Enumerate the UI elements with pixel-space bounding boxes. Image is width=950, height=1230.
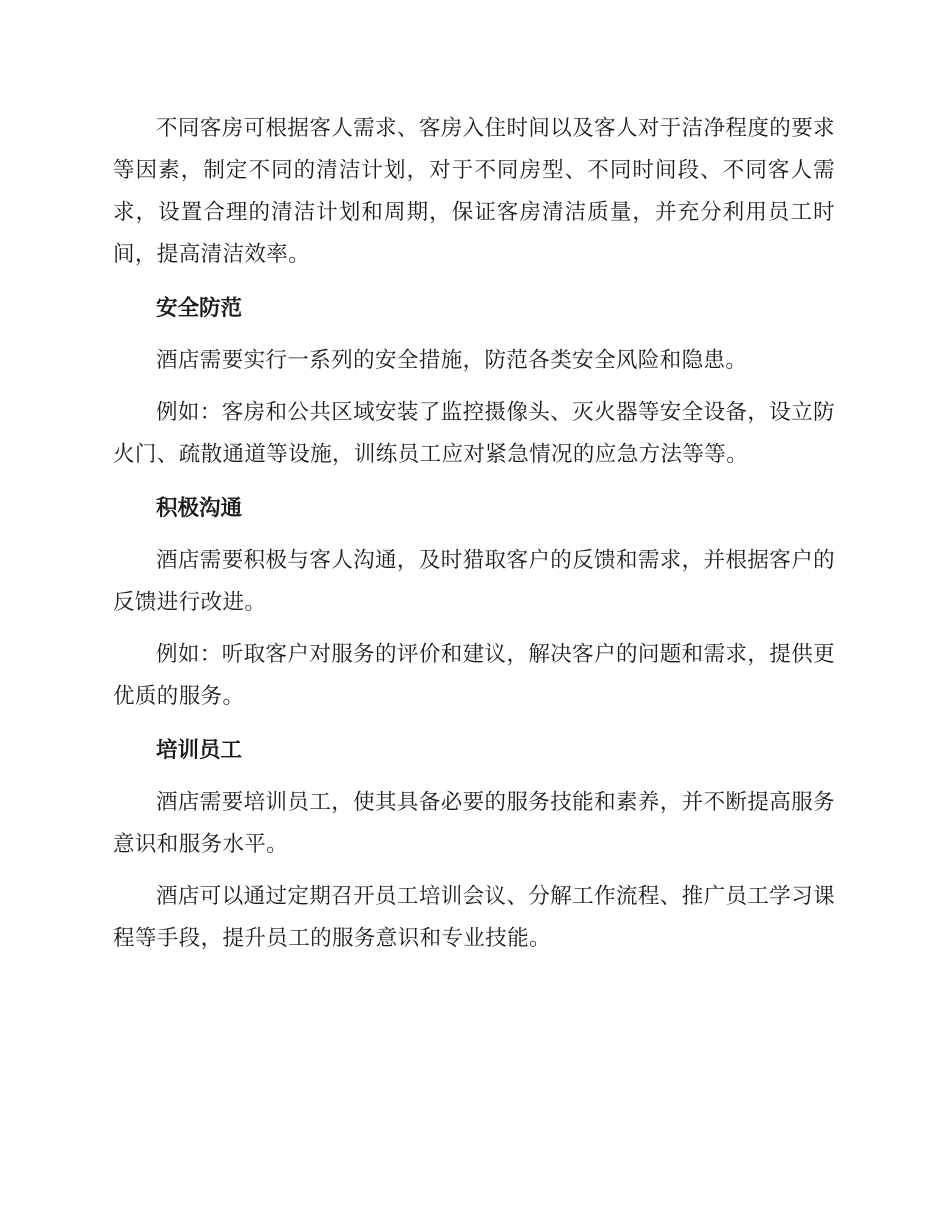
section-paragraph: 例如：听取客户对服务的评价和建议，解决客户的问题和需求，提供更优质的服务。 <box>113 642 835 709</box>
section-paragraph: 酒店可以通过定期召开员工培训会议、分解工作流程、推广员工学习课程等手段，提升员工的服务意识和专业技能。 <box>113 884 835 951</box>
section-communication <box>113 488 835 730</box>
section-training <box>113 730 835 960</box>
section-heading: 积极沟通 <box>156 496 243 521</box>
section-safety <box>113 288 835 488</box>
section-heading: 安全防范 <box>156 296 243 321</box>
section-heading: 培训员工 <box>156 738 243 763</box>
section-paragraph: 酒店需要实行一系列的安全措施，防范各类安全风险和隐患。 <box>156 348 748 373</box>
section-paragraph: 酒店需要培训员工，使其具备必要的服务技能和素养，并不断提高服务意识和服务水平。 <box>113 790 835 857</box>
section-paragraph: 酒店需要积极与客人沟通，及时猎取客户的反馈和需求，并根据客户的反馈进行改进。 <box>113 548 835 615</box>
section-paragraph: 例如：客房和公共区域安装了监控摄像头、灭火器等安全设备，设立防火门、疏散通道等设施，训练员工应对紧急情况的应急方法等等。 <box>113 400 835 467</box>
document-page <box>113 108 835 960</box>
intro-paragraph: 不同客房可根据客人需求、客房入住时间以及客人对于洁净程度的要求等因素，制定不同的清洁计划，对于不同房型、不同时间段、不同客人需求，设置合理的清洁计划和周期，保证客房清洁质量，并充分利用员工时间，提高清洁效率。 <box>113 116 835 267</box>
